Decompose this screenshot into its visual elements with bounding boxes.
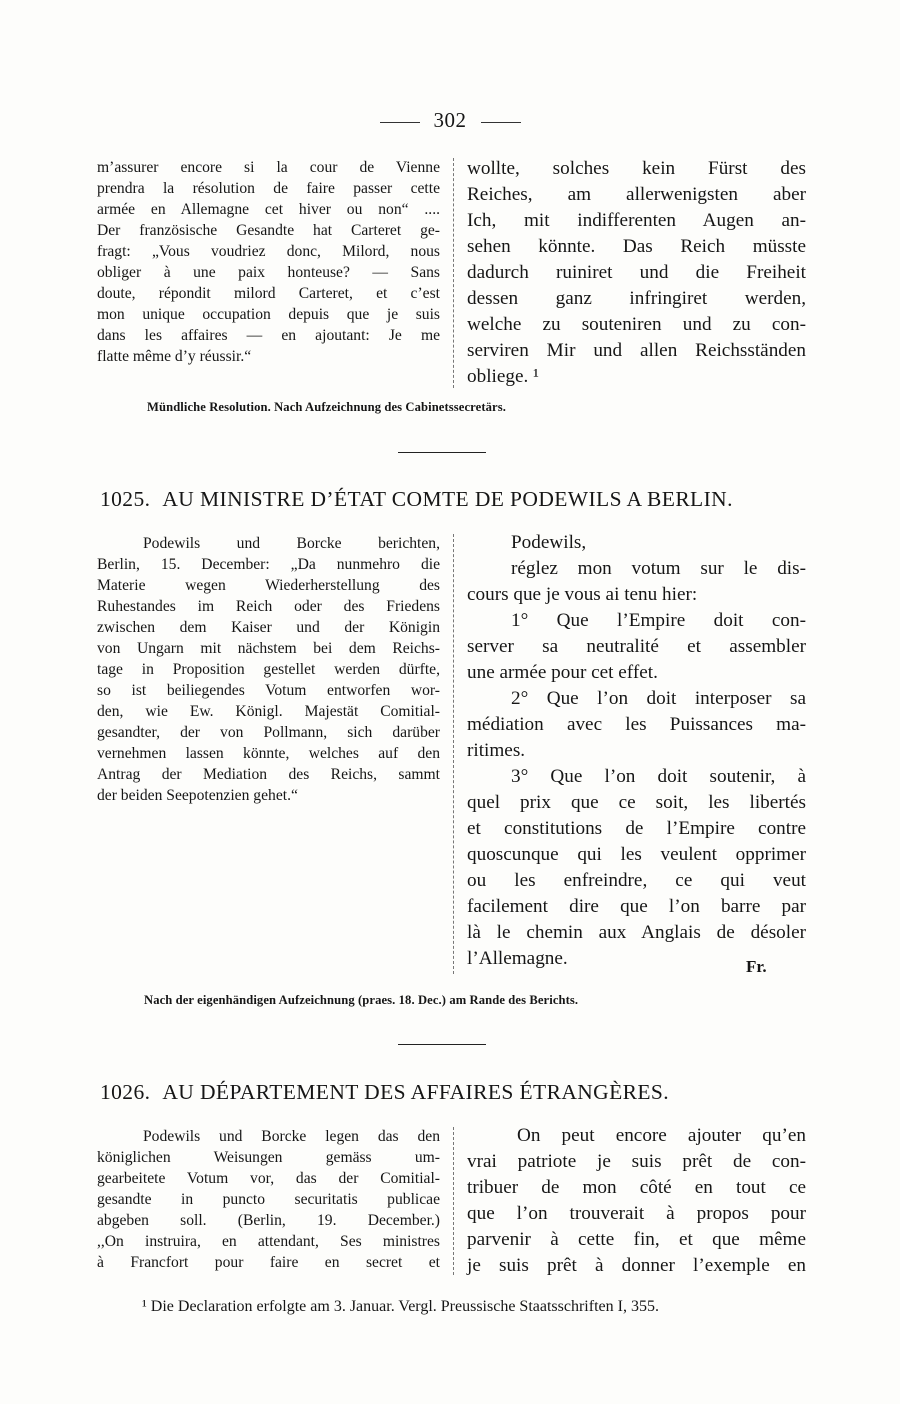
- text-line: welche zu souteniren und zu con-: [467, 314, 806, 335]
- text-line: réglez mon votum sur le dis-: [511, 558, 806, 579]
- text-line: server sa neutralité et assembler: [467, 636, 806, 657]
- text-line: Reiches, am allerwenigsten aber: [467, 184, 806, 205]
- text-line: gesandte in puncto securitatis publicae: [97, 1191, 440, 1208]
- text-line: m’assurer encore si la cour de Vienne: [97, 159, 440, 176]
- text-line: Ruhestandes im Reich oder des Friedens: [97, 598, 440, 615]
- text-line: abgeben soll. (Berlin, 19. December.): [97, 1212, 440, 1229]
- page-number-left-rule: [380, 122, 420, 123]
- column-divider: [453, 534, 454, 974]
- text-line: königlichen Weisungen gemäss um-: [97, 1149, 440, 1166]
- text-line: ritimes.: [467, 740, 526, 761]
- section-number: 1026.: [100, 1080, 151, 1104]
- text-line: dans les affaires — en ajoutant: Je me: [97, 327, 440, 344]
- text-line: dessen ganz infringiret werden,: [467, 288, 806, 309]
- text-line: der beiden Seepotenzien gehet.“: [97, 787, 298, 804]
- text-line: zwischen dem Kaiser und der Königin: [97, 619, 440, 636]
- text-line: Berlin, 15. December: „Da nunmehro die: [97, 556, 440, 573]
- text-line: je suis prêt à donner l’exemple en: [467, 1255, 806, 1276]
- text-line: là le chemin aux Anglais de désoler: [467, 922, 806, 943]
- top-left-column: [97, 157, 440, 367]
- text-line: tribuer de mon côté en tout ce: [467, 1177, 806, 1198]
- text-line: quoscunque qui les veulent opprimer: [467, 844, 806, 865]
- text-line: cours que je vous ai tenu hier:: [467, 584, 698, 605]
- text-line: mon unique occupation depuis que je suis: [97, 306, 440, 323]
- text-line: que l’on trouverait à propos pour: [467, 1203, 806, 1224]
- text-line: wollte, solches kein Fürst des: [467, 158, 806, 179]
- page-number-right-rule: [481, 122, 521, 123]
- text-line: facilement dire que l’on barre par: [467, 896, 806, 917]
- footnote: ¹ Die Declaration erfolgte am 3. Januar. Vergl. Preussische Staatsschriften I, 355.: [142, 1298, 659, 1315]
- text-line: obliger à une paix honteuse? — Sans: [97, 264, 440, 281]
- text-line: obliege. ¹: [467, 366, 539, 387]
- text-line: fragt: „Vous voudriez donc, Milord, nous: [97, 243, 440, 260]
- source-note: Mündliche Resolution. Nach Aufzeichnung des Cabinetssecretärs.: [147, 400, 506, 414]
- section-heading-1026: [100, 1080, 810, 1105]
- section-separator: [398, 1044, 486, 1045]
- text-line: Podewils und Borcke berichten,: [143, 535, 440, 552]
- text-line: Ich, mit indifferenten Augen an-: [467, 210, 806, 231]
- text-line: 3° Que l’on doit soutenir, à: [511, 766, 806, 787]
- text-line: doute, répondit milord Carteret, et c’est: [97, 285, 440, 302]
- text-line: Antrag der Mediation des Reichs, sammt: [97, 766, 440, 783]
- text-line: parvenir à cette fin, et que même: [467, 1229, 806, 1250]
- section-separator: [398, 452, 486, 453]
- section-1025-right-column: [467, 530, 806, 972]
- text-line: 2° Que l’on doit interposer sa: [511, 688, 806, 709]
- text-line: vernehmen lassen könnte, welches auf den: [97, 745, 440, 762]
- text-line: Materie wegen Wiederherstellung des: [97, 577, 440, 594]
- text-line: On peut encore ajouter qu’en: [517, 1125, 806, 1146]
- text-line: ou les enfreindre, ce qui veut: [467, 870, 806, 891]
- text-line: prendra la résolution de faire passer cette: [97, 180, 440, 197]
- text-line: sehen könnte. Das Reich müsste: [467, 236, 806, 257]
- text-line: 1° Que l’Empire doit con-: [511, 610, 806, 631]
- text-line: flatte même d’y réussir.“: [97, 348, 252, 365]
- text-line: dadurch ruiniret und die Freiheit: [467, 262, 806, 283]
- text-line: tage in Proposition gestellet werden dürfte,: [97, 661, 440, 678]
- text-line: den, wie Ew. Königl. Majestät Comitial-: [97, 703, 440, 720]
- text-line: armée en Allemagne cet hiver ou non“ ....: [97, 201, 440, 218]
- source-note: Nach der eigenhändigen Aufzeichnung (praes. 18. Dec.) am Rande des Berichts.: [144, 993, 579, 1007]
- text-line: von Ungarn mit nächstem bei dem Reichs-: [97, 640, 440, 657]
- section-title: AU MINISTRE D’ÉTAT COMTE DE PODEWILS A BERLIN.: [162, 487, 733, 511]
- column-divider: [453, 1127, 454, 1275]
- text-line: médiation avec les Puissances ma-: [467, 714, 806, 735]
- section-1026-left-column: [97, 1126, 440, 1273]
- text-line: Podewils,: [511, 532, 587, 553]
- text-line: Der französische Gesandte hat Carteret ge-: [97, 222, 440, 239]
- text-line: ,,On instruira, en attendant, Ses ministres: [97, 1233, 440, 1250]
- text-line: serviren Mir und allen Reichsständen: [467, 340, 806, 361]
- top-right-column: [467, 156, 806, 390]
- section-1025-left-column: [97, 533, 440, 806]
- text-line: gesandter, der von Pollmann, sich darüber: [97, 724, 440, 741]
- section-heading-1025: [100, 487, 810, 512]
- text-line: so ist beiliegendes Votum entworfen wor-: [97, 682, 440, 699]
- text-line: une armée pour cet effet.: [467, 662, 658, 683]
- text-line: gearbeitete Votum vor, das der Comitial-: [97, 1170, 440, 1187]
- text-line: Podewils und Borcke legen das den: [143, 1128, 440, 1145]
- signature: Fr.: [746, 957, 767, 976]
- page-number: [0, 108, 900, 133]
- text-line: et constitutions de l’Empire contre: [467, 818, 806, 839]
- text-line: vrai patriote je suis prêt de con-: [467, 1151, 806, 1172]
- section-1026-right-column: [467, 1123, 806, 1279]
- section-title: AU DÉPARTEMENT DES AFFAIRES ÉTRANGÈRES.: [162, 1080, 670, 1104]
- text-line: quel prix que ce soit, les libertés: [467, 792, 806, 813]
- text-line: l’Allemagne.: [467, 948, 568, 969]
- section-number: 1025.: [100, 487, 151, 511]
- text-line: à Francfort pour faire en secret et: [97, 1254, 440, 1271]
- column-divider: [453, 158, 454, 388]
- page-number-text: 302: [433, 108, 467, 132]
